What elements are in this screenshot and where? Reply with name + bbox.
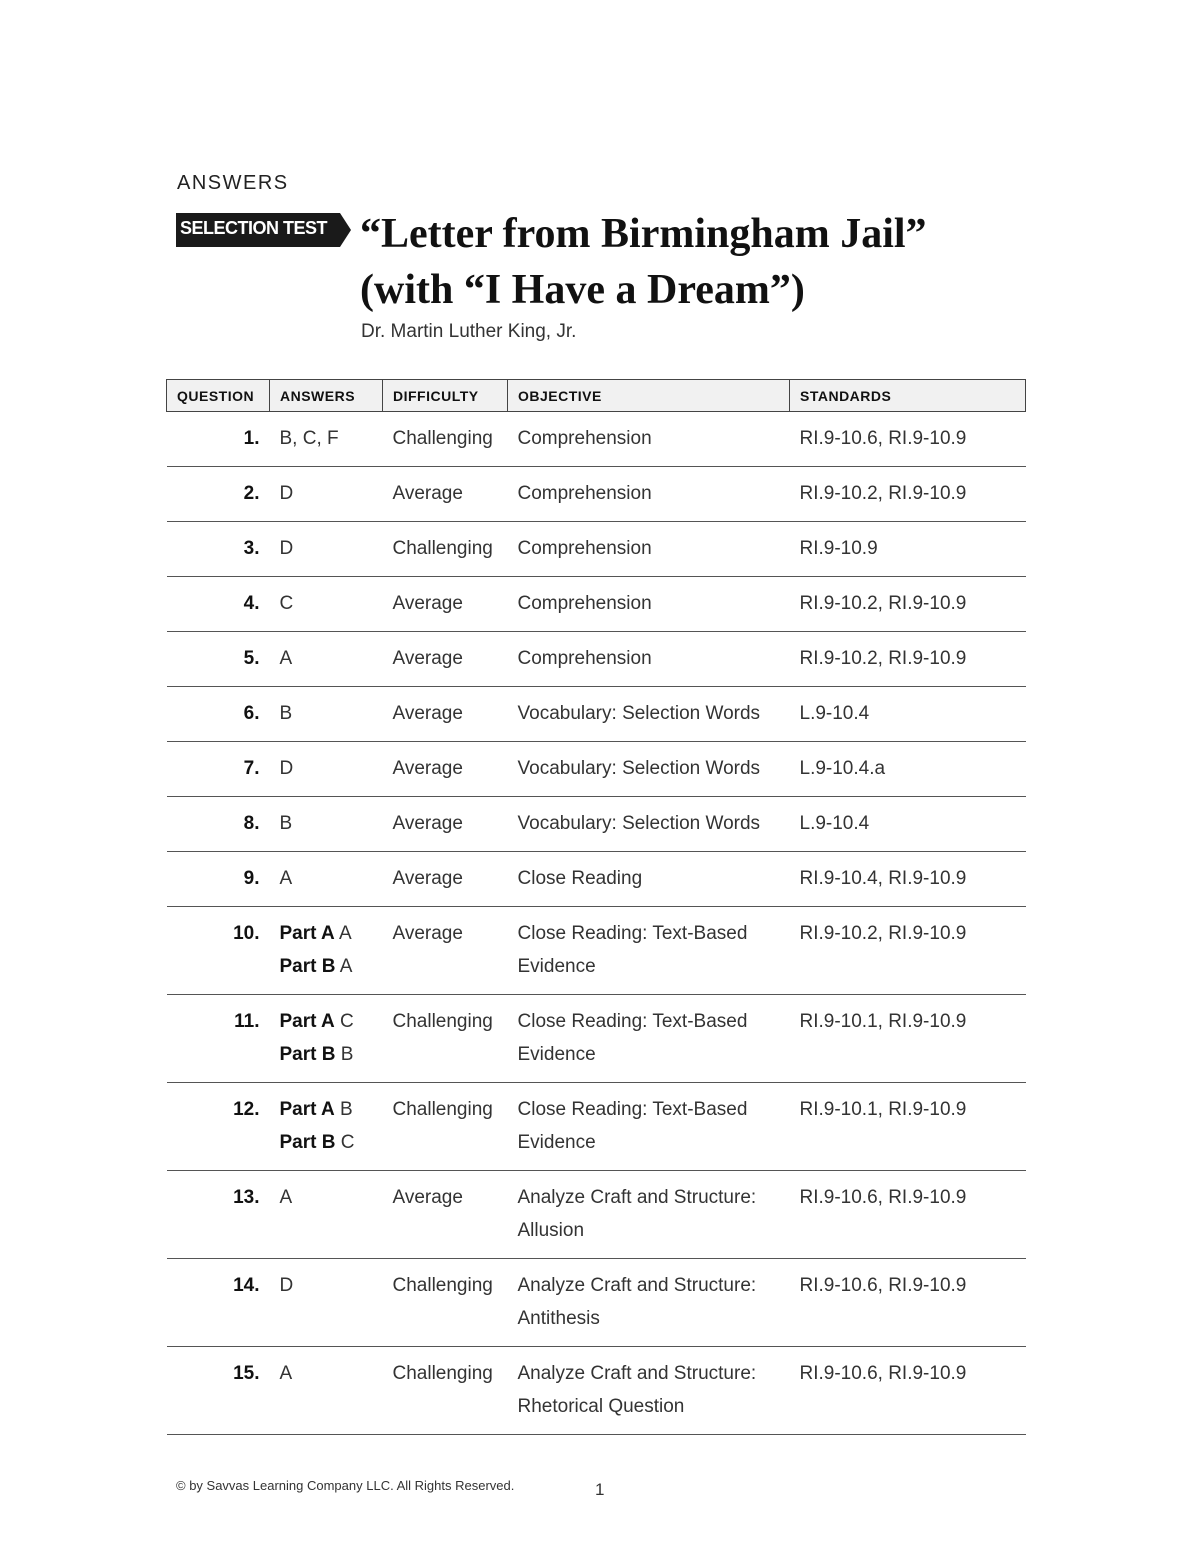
objective-line: Evidence	[517, 956, 596, 977]
table-row	[167, 522, 1026, 577]
standards-cell: RI.9-10.6, RI.9-10.9	[790, 1171, 1026, 1259]
answer-cell	[270, 1083, 383, 1171]
answer-value: A	[279, 1363, 293, 1384]
objective-cell	[508, 1083, 790, 1171]
answer-cell	[270, 687, 383, 742]
table-row	[167, 687, 1026, 742]
question-number: 4.	[167, 577, 270, 632]
standards-cell: RI.9-10.2, RI.9-10.9	[790, 467, 1026, 522]
answer-value: A	[279, 1187, 293, 1208]
table-row	[167, 1347, 1026, 1435]
answer-cell	[270, 1347, 383, 1435]
part-label: Part B	[279, 956, 336, 977]
answer-line	[280, 1181, 373, 1214]
standards-cell: RI.9-10.9	[790, 522, 1026, 577]
answer-value: D	[279, 483, 294, 504]
standards-cell: RI.9-10.2, RI.9-10.9	[790, 907, 1026, 995]
standards-cell: RI.9-10.6, RI.9-10.9	[790, 1259, 1026, 1347]
table-body	[167, 412, 1026, 1435]
badge-label: SELECTION TEST	[180, 218, 328, 238]
difficulty-cell: Average	[383, 852, 508, 907]
answer-cell	[270, 995, 383, 1083]
objective-cell	[508, 995, 790, 1083]
page-title	[360, 206, 1060, 318]
question-number: 1.	[167, 412, 270, 467]
table-row	[167, 467, 1026, 522]
objective-cell	[508, 467, 790, 522]
table-header-row	[167, 380, 1026, 412]
table-row	[167, 1171, 1026, 1259]
answer-value: B, C, F	[279, 428, 339, 449]
objective-cell	[508, 687, 790, 742]
objective-line: Comprehension	[517, 428, 652, 449]
table-row	[167, 577, 1026, 632]
question-number: 8.	[167, 797, 270, 852]
difficulty-cell: Average	[383, 742, 508, 797]
answer-line	[280, 422, 373, 455]
objective-line: Close Reading: Text-Based	[517, 1099, 748, 1120]
part-label: Part B	[279, 1132, 336, 1153]
objective-line: Evidence	[517, 1044, 596, 1065]
question-number: 6.	[167, 687, 270, 742]
difficulty-cell: Challenging	[383, 412, 508, 467]
question-number: 14.	[167, 1259, 270, 1347]
col-header-standards: STANDARDS	[790, 380, 1026, 412]
difficulty-cell: Challenging	[383, 1347, 508, 1435]
standards-cell: RI.9-10.6, RI.9-10.9	[790, 412, 1026, 467]
answer-value: C	[340, 1011, 354, 1032]
objective-cell	[508, 1259, 790, 1347]
objective-line: Close Reading	[517, 868, 643, 889]
difficulty-cell: Average	[383, 907, 508, 995]
difficulty-cell: Challenging	[383, 1259, 508, 1347]
objective-line: Antithesis	[517, 1308, 600, 1329]
answer-line	[280, 697, 373, 730]
answer-line	[280, 587, 373, 620]
copyright-notice: © by Savvas Learning Company LLC. All Rights Reserved.	[176, 1478, 515, 1493]
answer-line	[280, 477, 373, 510]
standards-cell: L.9-10.4	[790, 687, 1026, 742]
objective-cell	[508, 852, 790, 907]
answer-line	[280, 752, 373, 785]
difficulty-cell: Challenging	[383, 1083, 508, 1171]
author: Dr. Martin Luther King, Jr.	[361, 321, 577, 342]
answer-cell	[270, 1259, 383, 1347]
question-number: 5.	[167, 632, 270, 687]
objective-cell	[508, 522, 790, 577]
answer-value: B	[279, 813, 293, 834]
objective-line: Comprehension	[517, 483, 652, 504]
standards-cell: L.9-10.4.a	[790, 742, 1026, 797]
objective-cell	[508, 577, 790, 632]
objective-line: Close Reading: Text-Based	[517, 923, 748, 944]
answer-value: A	[339, 923, 352, 944]
standards-cell: L.9-10.4	[790, 797, 1026, 852]
table-row	[167, 742, 1026, 797]
answer-cell	[270, 1171, 383, 1259]
objective-line: Analyze Craft and Structure:	[517, 1187, 757, 1208]
title-line-1: “Letter from Birmingham Jail”	[360, 211, 927, 257]
page-number: 1	[595, 1480, 605, 1499]
answer-value: C	[279, 593, 294, 614]
question-number: 11.	[167, 995, 270, 1083]
answer-cell	[270, 852, 383, 907]
objective-cell	[508, 797, 790, 852]
answer-key-table	[166, 379, 1026, 1435]
answer-line	[280, 642, 373, 675]
table-row	[167, 1259, 1026, 1347]
col-header-question: QUESTION	[167, 380, 270, 412]
answer-cell	[270, 907, 383, 995]
question-number: 15.	[167, 1347, 270, 1435]
objective-cell	[508, 1347, 790, 1435]
part-label: Part A	[279, 1099, 335, 1120]
objective-line: Vocabulary: Selection Words	[517, 813, 761, 834]
objective-line: Rhetorical Question	[517, 1396, 685, 1417]
standards-cell: RI.9-10.4, RI.9-10.9	[790, 852, 1026, 907]
part-label: Part A	[279, 923, 335, 944]
standards-cell: RI.9-10.1, RI.9-10.9	[790, 995, 1026, 1083]
answer-cell	[270, 412, 383, 467]
title-line-2: (with “I Have a Dream”)	[360, 267, 805, 313]
answer-line	[280, 1357, 373, 1390]
difficulty-cell: Average	[383, 467, 508, 522]
objective-line: Close Reading: Text-Based	[517, 1011, 748, 1032]
answer-value: A	[279, 868, 293, 889]
difficulty-cell: Average	[383, 577, 508, 632]
answer-line	[280, 1093, 373, 1126]
objective-line: Vocabulary: Selection Words	[517, 703, 761, 724]
objective-line: Comprehension	[517, 648, 652, 669]
question-number: 2.	[167, 467, 270, 522]
answer-line	[280, 1269, 373, 1302]
question-number: 9.	[167, 852, 270, 907]
objective-line: Comprehension	[517, 538, 652, 559]
answer-value: B	[279, 703, 293, 724]
answer-line	[280, 1005, 373, 1038]
answer-value: D	[279, 1275, 294, 1296]
table-row	[167, 907, 1026, 995]
table-row	[167, 995, 1026, 1083]
col-header-objective: OBJECTIVE	[508, 380, 790, 412]
part-label: Part B	[279, 1044, 336, 1065]
answer-value: A	[279, 648, 293, 669]
col-header-answers: ANSWERS	[270, 380, 383, 412]
answer-cell	[270, 632, 383, 687]
answer-value: A	[339, 956, 353, 977]
answer-cell	[270, 467, 383, 522]
answer-value: B	[340, 1044, 354, 1065]
objective-cell	[508, 907, 790, 995]
answer-line	[280, 807, 373, 840]
objective-line: Allusion	[517, 1220, 585, 1241]
objective-line: Evidence	[517, 1132, 596, 1153]
answer-value: B	[340, 1099, 353, 1120]
objective-cell	[508, 632, 790, 687]
objective-line: Analyze Craft and Structure:	[517, 1363, 757, 1384]
answer-line	[280, 862, 373, 895]
part-label: Part A	[279, 1011, 335, 1032]
answer-value: D	[279, 758, 294, 779]
question-number: 10.	[167, 907, 270, 995]
answer-value: C	[340, 1132, 355, 1153]
difficulty-cell: Average	[383, 797, 508, 852]
section-eyebrow: ANSWERS	[177, 172, 289, 194]
difficulty-cell: Average	[383, 687, 508, 742]
answer-line	[280, 917, 373, 950]
answer-cell	[270, 522, 383, 577]
answer-cell	[270, 797, 383, 852]
question-number: 13.	[167, 1171, 270, 1259]
table-row	[167, 632, 1026, 687]
standards-cell: RI.9-10.2, RI.9-10.9	[790, 632, 1026, 687]
difficulty-cell: Average	[383, 632, 508, 687]
answer-line	[280, 1126, 373, 1159]
objective-line: Comprehension	[517, 593, 652, 614]
difficulty-cell: Average	[383, 1171, 508, 1259]
objective-cell	[508, 742, 790, 797]
table-row	[167, 1083, 1026, 1171]
question-number: 7.	[167, 742, 270, 797]
answer-cell	[270, 742, 383, 797]
answer-cell	[270, 577, 383, 632]
objective-line: Analyze Craft and Structure:	[517, 1275, 757, 1296]
table-row	[167, 797, 1026, 852]
objective-cell	[508, 412, 790, 467]
col-header-difficulty: DIFFICULTY	[383, 380, 508, 412]
answer-line	[280, 950, 373, 983]
answer-value: D	[279, 538, 294, 559]
answer-line	[280, 532, 373, 565]
standards-cell: RI.9-10.2, RI.9-10.9	[790, 577, 1026, 632]
table-row	[167, 852, 1026, 907]
standards-cell: RI.9-10.6, RI.9-10.9	[790, 1347, 1026, 1435]
standards-cell: RI.9-10.1, RI.9-10.9	[790, 1083, 1026, 1171]
question-number: 3.	[167, 522, 270, 577]
table-row	[167, 412, 1026, 467]
question-number: 12.	[167, 1083, 270, 1171]
difficulty-cell: Challenging	[383, 995, 508, 1083]
objective-line: Vocabulary: Selection Words	[517, 758, 761, 779]
answer-line	[280, 1038, 373, 1071]
objective-cell	[508, 1171, 790, 1259]
difficulty-cell: Challenging	[383, 522, 508, 577]
selection-test-badge	[176, 213, 351, 247]
